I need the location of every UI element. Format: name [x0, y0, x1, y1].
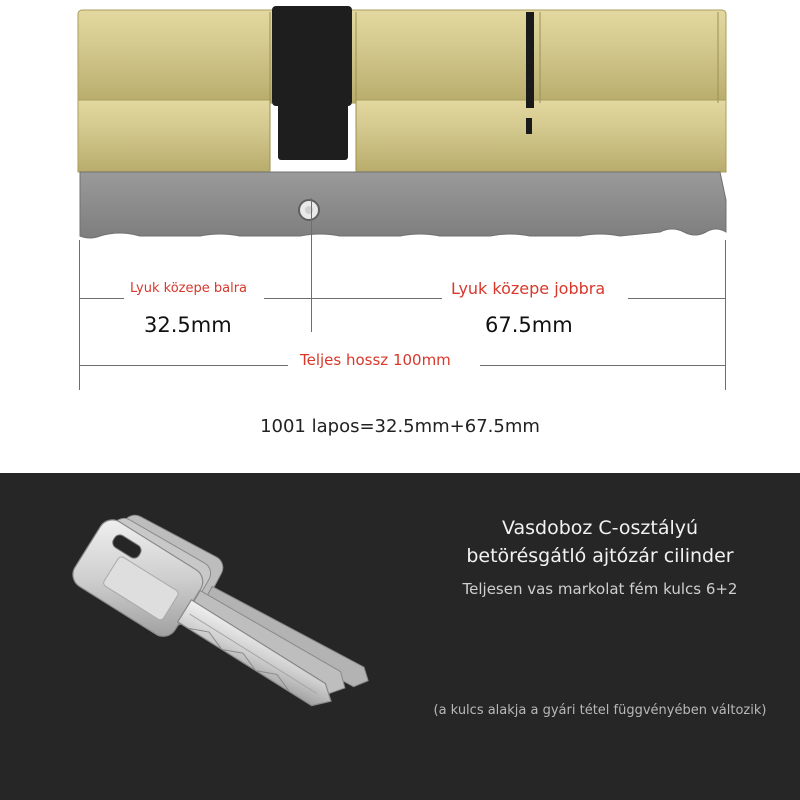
total-dimension-line-a — [80, 365, 288, 366]
right-dimension-line-b — [628, 298, 725, 299]
right-dimension-line-a — [312, 298, 442, 299]
lock-cylinder-image — [0, 0, 800, 260]
product-title-line2: betörésgátló ajtózár cilinder — [466, 545, 734, 567]
left-dimension-line-a — [80, 298, 124, 299]
right-hole-label: Lyuk közepe jobbra — [451, 279, 606, 298]
left-hole-label: Lyuk közepe balra — [130, 281, 248, 296]
left-edge-line — [79, 240, 80, 390]
right-edge-line — [725, 240, 726, 390]
left-measurement: 32.5mm — [144, 313, 232, 337]
total-length-label: Teljes hossz 100mm — [300, 351, 451, 369]
total-dimension-line-b — [480, 365, 725, 366]
product-subtitle: Teljesen vas markolat fém kulcs 6+2 — [462, 580, 738, 598]
keys-image — [60, 513, 380, 713]
key-shape-note: (a kulcs alakja a gyári tétel függvényében változik) — [433, 703, 767, 718]
hole-center-line — [311, 198, 312, 332]
right-measurement: 67.5mm — [485, 313, 573, 337]
formula-caption: 1001 lapos=32.5mm+67.5mm — [260, 416, 540, 437]
left-dimension-line-b — [264, 298, 311, 299]
product-info-section — [0, 473, 800, 800]
product-title-line1: Vasdoboz C-osztályú — [501, 517, 699, 539]
